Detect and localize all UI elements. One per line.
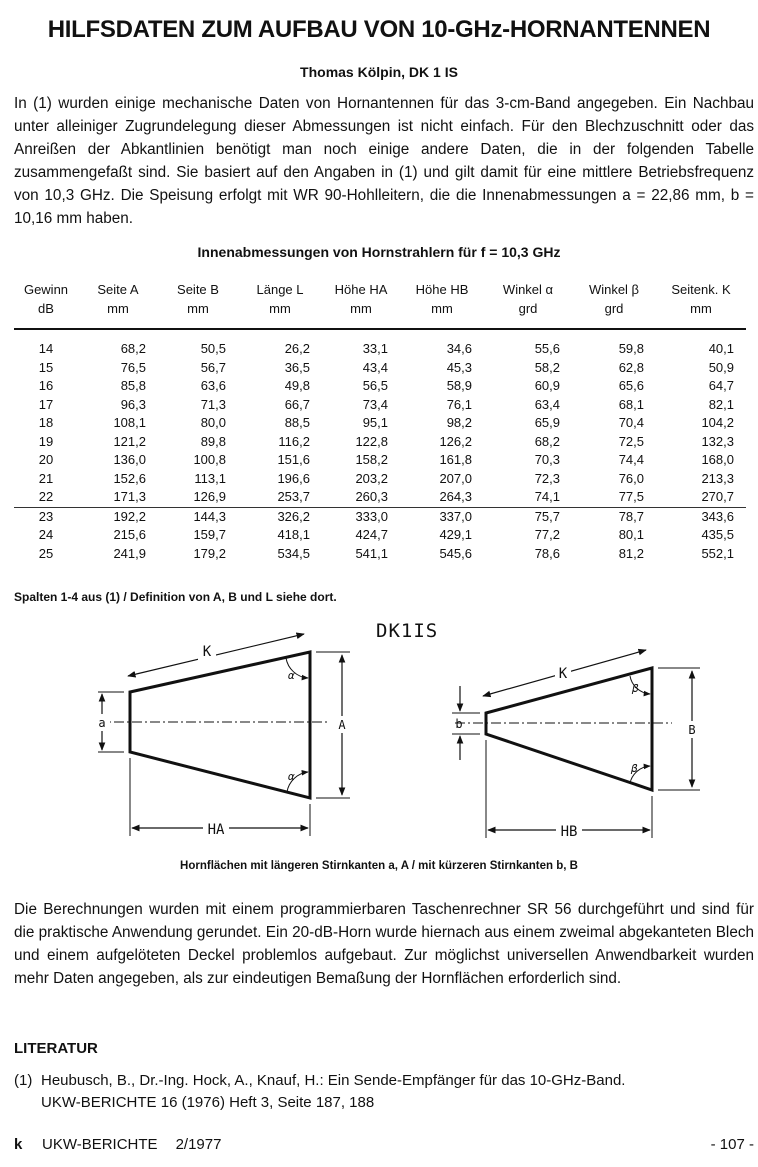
table-cell: 270,7	[656, 488, 746, 507]
table-cell: 343,6	[701, 508, 734, 524]
table-cell: 424,7	[355, 527, 388, 542]
table-cell: 196,6	[277, 470, 310, 486]
table-cell: 78,7	[618, 508, 644, 524]
right-label-k: K	[558, 666, 568, 682]
table-cell: 23	[38, 508, 54, 524]
right-label-b-small: b	[455, 717, 463, 731]
reference-item	[14, 1070, 625, 1114]
col-header: Seitenk. K	[671, 282, 731, 297]
table-row	[14, 433, 746, 452]
right-horn-drawing	[452, 650, 700, 838]
table-cell: 168,0	[701, 452, 734, 467]
table-cell: 20	[38, 452, 54, 467]
reference-source: UKW-BERICHTE 16 (1976) Heft 3, Seite 187, 188	[41, 1094, 375, 1111]
right-horn-outline	[486, 668, 652, 790]
table-title: Innenabmessungen von Hornstrahlern für f = 10,3 GHz	[197, 244, 561, 260]
table-cell: 25	[38, 545, 54, 561]
col-header: Winkel α	[502, 282, 554, 297]
table-row	[14, 451, 746, 470]
col-header: Winkel β	[588, 282, 640, 297]
table-cell: 63,6	[200, 378, 226, 393]
table-cell: 122,8	[355, 433, 388, 449]
table-row	[14, 507, 746, 526]
table-cell: 126,9	[158, 488, 238, 507]
drawing-signature: DK1IS	[376, 620, 439, 642]
right-label-beta-bottom: β	[631, 762, 638, 775]
table-cell: 541,1	[355, 545, 388, 561]
table-cell: 18	[38, 415, 54, 430]
table-row	[14, 396, 746, 415]
col-header: Seite A	[97, 282, 139, 297]
table-cell: 116,2	[278, 433, 310, 449]
table-cell: 60,9	[534, 378, 560, 393]
left-label-alpha: α	[288, 669, 295, 682]
table-cell: 326,2	[277, 508, 310, 524]
left-label-a-small: a	[98, 716, 106, 730]
header-rule	[14, 318, 746, 329]
table-cell: 63,4	[534, 396, 560, 412]
col-header: Höhe HB	[415, 282, 469, 297]
table-cell: 213,3	[701, 470, 734, 486]
table-cell: 151,6	[277, 452, 310, 467]
left-label-k: K	[202, 644, 212, 660]
table-cell: 78,6	[534, 545, 560, 561]
table-cell: 545,6	[439, 545, 472, 561]
table-cell: 207,0	[439, 470, 472, 486]
table-cell: 56,7	[200, 359, 226, 375]
col-header: Gewinn	[23, 282, 69, 297]
table-cell: 24	[38, 527, 54, 542]
table-row	[14, 414, 746, 433]
table-cell: 33,1	[362, 341, 388, 356]
table-cell: 76,5	[120, 359, 146, 375]
table-cell: 89,8	[200, 433, 226, 449]
table-units-row	[14, 299, 746, 318]
col-unit: dB	[38, 301, 54, 316]
table-cell: 19	[38, 433, 54, 449]
table-row	[14, 545, 746, 564]
table-cell: 26,2	[284, 341, 310, 356]
table-cell: 241,9	[113, 545, 146, 561]
right-label-beta: β	[632, 682, 639, 695]
figure-caption: Hornflächen mit längeren Stirnkanten a, A / mit kürzeren Stirnkanten b, B	[180, 860, 578, 872]
table-cell: 50,5	[200, 341, 226, 356]
reference-number: (1)	[14, 1072, 33, 1089]
col-header: Höhe HA	[334, 282, 388, 297]
col-unit: grd	[518, 301, 538, 316]
table-header-row	[14, 280, 746, 299]
table-cell: 159,7	[193, 527, 226, 542]
table-cell: 76,1	[446, 396, 472, 412]
table-cell: 264,3	[400, 488, 484, 507]
table-cell: 36,5	[284, 359, 310, 375]
table-cell: 179,2	[193, 545, 226, 561]
left-label-alpha-bottom: α	[288, 770, 295, 783]
table-cell: 126,2	[439, 433, 472, 449]
table-cell: 68,1	[618, 396, 644, 412]
table-cell: 85,8	[120, 378, 146, 393]
table-cell: 50,9	[708, 359, 734, 375]
col-unit: mm	[269, 301, 291, 316]
table-cell: 98,2	[446, 415, 472, 430]
footer-issue: 2/1977	[175, 1136, 222, 1153]
col-header: Seite B	[177, 282, 219, 297]
intro-paragraph: In (1) wurden einige mechanische Daten von Hornantennen für das 3-cm-Band angegeben. Ein Nachbau unter alleiniger Zugrundelegung dieser Abmessungen ist nicht einfach. Für den Blechzuschnitt oder das Anreißen der Abkantlinien benötigt man noch einige andere Daten, die in der folgenden Tabelle zusammengefaßt sind. Sie basiert auf den Angaben in (1) und gilt damit für eine mittlere Betriebsfrequenz von 10,3 GHz. Die Speisung erfolgt mit WR 90-Hohlleitern, die die Innenabmessungen a = 22,86 mm, b = 10,16 mm haben.	[14, 95, 754, 227]
reference-line	[14, 1070, 625, 1092]
results-paragraph: Die Berechnungen wurden mit einem programmierbaren Taschenrechner SR 56 durchgeführt und sind für die praktische Anwendung gerundet. Ein 20-dB-Horn wurde hiernach aus einem zweimal abgekanteten Blech und einem aufgelöteten Deckel problemlos aufgebaut. Zur möglichst universellen Anwendbarkeit wurden mehr Daten angegeben, als zur eindeutigen Bemaßung der Hornflächen erforderlich sind.	[14, 901, 754, 987]
col-unit: mm	[350, 301, 372, 316]
table-cell: 96,3	[120, 396, 146, 412]
table-cell: 80,0	[200, 415, 226, 430]
table-cell: 136,0	[113, 452, 146, 467]
left-label-ha: HA	[207, 822, 225, 838]
table-cell: 82,1	[708, 396, 734, 412]
table-cell: 192,2	[113, 508, 146, 524]
table-cell: 76,0	[618, 470, 644, 486]
table-cell: 65,6	[618, 378, 644, 393]
right-label-hb: HB	[560, 824, 578, 840]
table-cell: 15	[38, 359, 54, 375]
left-horn-outline	[130, 652, 310, 798]
table-cell: 132,3	[701, 433, 734, 449]
table-cell: 81,2	[618, 545, 644, 561]
col-unit: mm	[690, 301, 712, 316]
table-spacer	[14, 329, 746, 340]
table-row	[14, 526, 746, 545]
table-cell: 534,5	[277, 545, 310, 561]
table-cell: 100,8	[193, 452, 226, 467]
table-cell: 73,4	[362, 396, 388, 412]
table-cell: 64,7	[708, 378, 734, 393]
table-cell: 14	[38, 341, 54, 356]
table-cell: 435,5	[701, 527, 734, 542]
table-cell: 22	[14, 488, 78, 507]
table-cell: 74,1	[484, 488, 572, 507]
table-cell: 253,7	[238, 488, 322, 507]
table-cell: 75,7	[534, 508, 560, 524]
table-cell: 171,3	[78, 488, 158, 507]
table-cell: 80,1	[618, 527, 644, 542]
table-cell: 72,3	[534, 470, 560, 486]
table-cell: 88,5	[284, 415, 310, 430]
article-title: HILFSDATEN ZUM AUFBAU VON 10-GHz-HORNANTENNEN	[47, 16, 711, 43]
left-horn-drawing	[96, 634, 350, 836]
table-cell: 68,2	[534, 433, 560, 449]
page-number: - 107 -	[710, 1136, 754, 1153]
table-cell: 58,2	[534, 359, 560, 375]
table-cell: 144,3	[193, 508, 226, 524]
table-cell: 152,6	[113, 470, 146, 486]
table-cell: 74,4	[618, 452, 644, 467]
table-row	[14, 377, 746, 396]
table-row	[14, 340, 746, 359]
table-cell: 70,3	[534, 452, 560, 467]
table-cell: 203,2	[355, 470, 388, 486]
table-cell: 95,1	[362, 415, 388, 430]
table-cell: 68,2	[120, 341, 146, 356]
publisher-logo: k	[14, 1136, 23, 1153]
table-cell: 337,0	[439, 508, 472, 524]
table-cell: 62,8	[618, 359, 644, 375]
table-cell: 16	[38, 378, 54, 393]
table-cell: 70,4	[618, 415, 644, 430]
page-footer	[14, 1136, 754, 1153]
table-cell: 17	[38, 396, 54, 412]
table-cell: 21	[38, 470, 54, 486]
col-unit: mm	[431, 301, 453, 316]
literature-heading: LITERATUR	[14, 1040, 98, 1057]
table-cell: 158,2	[355, 452, 388, 467]
table-cell: 72,5	[618, 433, 644, 449]
table-cell: 58,9	[446, 378, 472, 393]
table-cell: 108,1	[113, 415, 146, 430]
table-cell: 429,1	[439, 527, 472, 542]
table-cell: 55,6	[534, 341, 560, 356]
table-cell: 34,6	[446, 341, 472, 356]
table-row	[14, 470, 746, 489]
table-cell: 65,9	[534, 415, 560, 430]
table-cell: 552,1	[701, 545, 734, 561]
col-unit: mm	[107, 301, 129, 316]
table-cell: 77,5	[572, 488, 656, 507]
table-row	[14, 488, 746, 507]
col-unit: grd	[604, 301, 624, 316]
table-cell: 104,2	[701, 415, 734, 430]
table-row	[14, 359, 746, 378]
col-unit: mm	[187, 301, 209, 316]
reference-text: Heubusch, B., Dr.-Ing. Hock, A., Knauf, H.: Ein Sende-Empfänger für das 10-GHz-Band.	[41, 1072, 626, 1089]
table-cell: 121,2	[113, 433, 146, 449]
footer-publication: UKW-BERICHTE	[42, 1136, 158, 1153]
table-cell: 113,1	[194, 470, 226, 486]
col-header: Länge L	[256, 282, 304, 297]
table-body	[14, 329, 746, 563]
table-footnote: Spalten 1-4 aus (1) / Definition von A, B und L siehe dort.	[14, 590, 337, 604]
horn-face-figure	[0, 600, 758, 850]
table-cell: 418,1	[277, 527, 310, 542]
horn-dimensions-table	[14, 280, 746, 563]
table-cell: 215,6	[113, 527, 146, 542]
table-cell: 56,5	[362, 378, 388, 393]
table-cell: 333,0	[355, 508, 388, 524]
table-cell: 49,8	[284, 378, 310, 393]
right-label-b-large: B	[688, 723, 696, 737]
left-label-a-large: A	[338, 718, 346, 732]
table-cell: 260,3	[322, 488, 400, 507]
table-cell: 77,2	[534, 527, 560, 542]
table-cell: 59,8	[618, 341, 644, 356]
table-cell: 71,3	[200, 396, 226, 412]
table-cell: 66,7	[284, 396, 310, 412]
table-cell: 43,4	[362, 359, 388, 375]
table-cell: 161,8	[439, 452, 472, 467]
table-cell: 45,3	[446, 359, 472, 375]
table-cell: 40,1	[708, 341, 734, 356]
author-line: Thomas Kölpin, DK 1 IS	[300, 64, 458, 80]
